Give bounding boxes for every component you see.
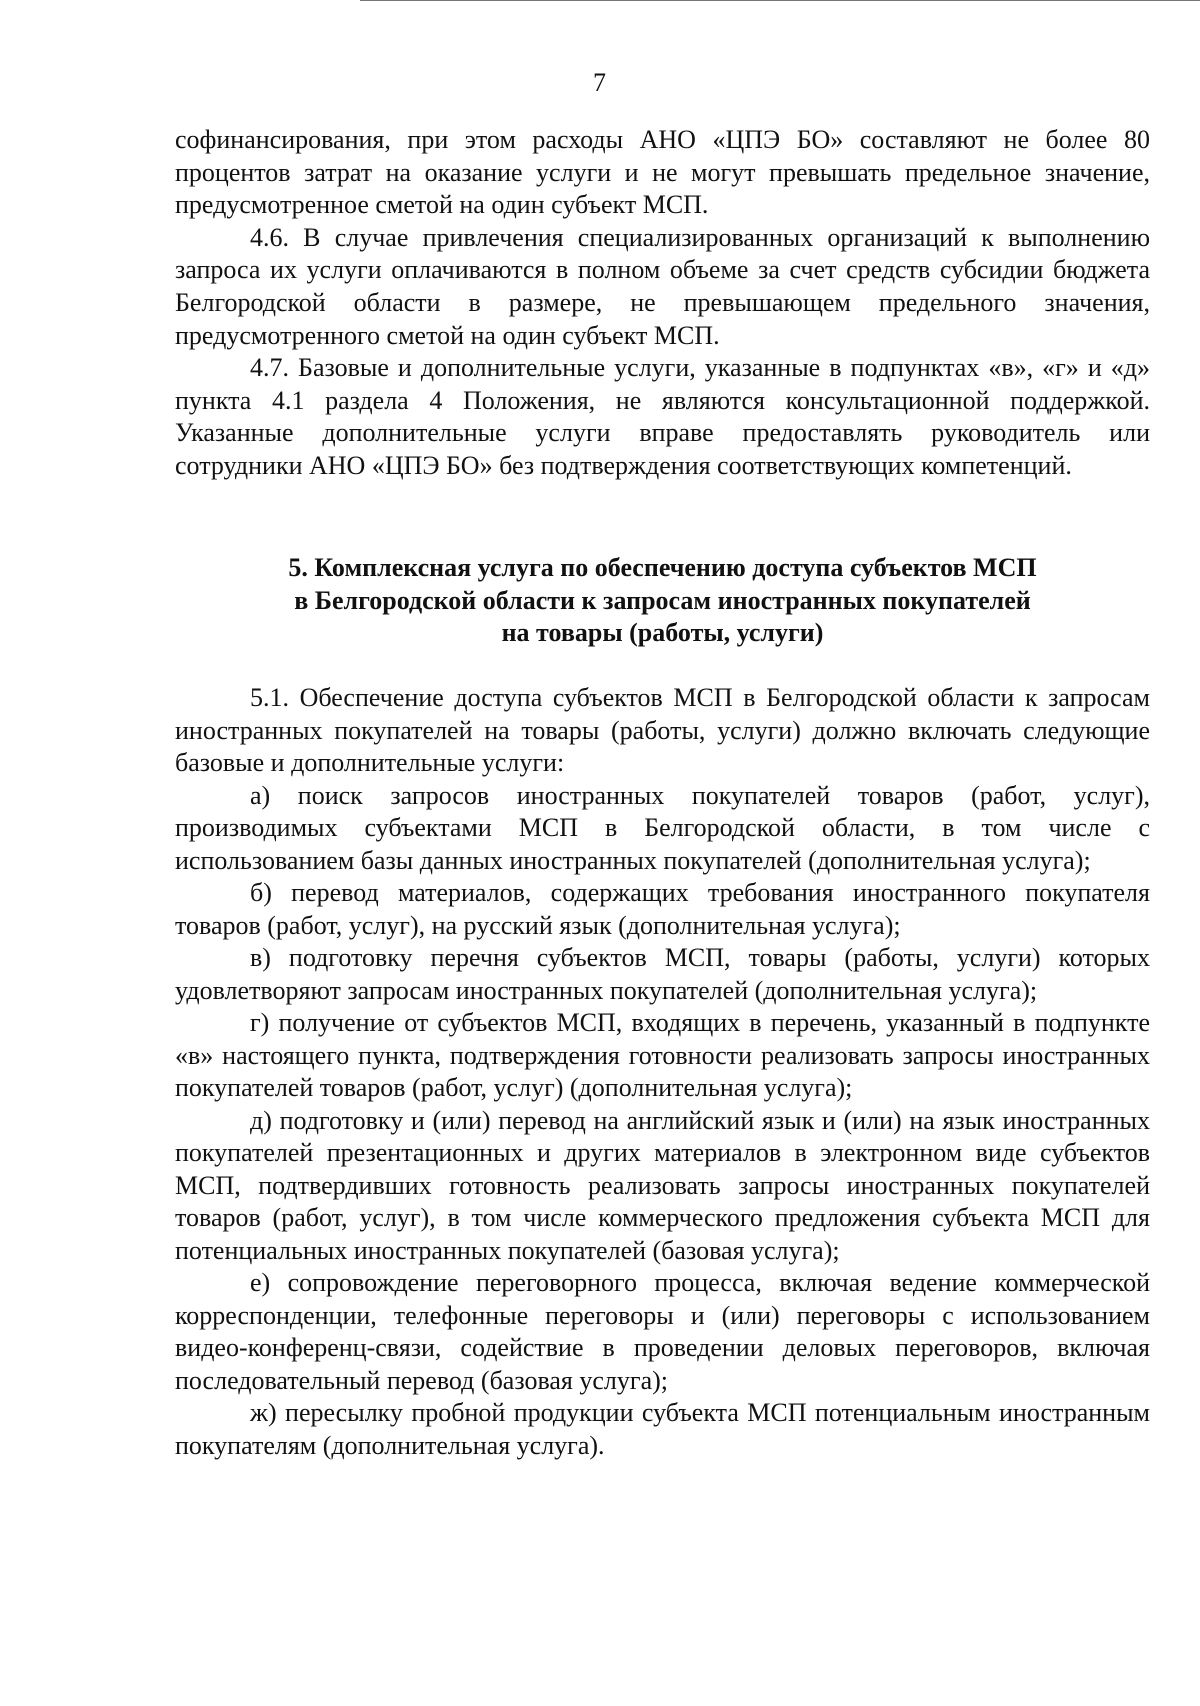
paragraph-4-6: 4.6. В случае привлечения специализированных организаций к выполнению запроса их услуги оплачиваются в полном объеме за счет средств субсидии бюджета Белгородской области в размере, не превышающем предельного значения, предусмотренного сметой на один субъект МСП. <box>175 222 1150 350</box>
list-item-zh: ж) пересылку пробной продукции субъекта МСП потенциальным иностранным покупателям (дополнительная услуга). <box>175 1398 1150 1460</box>
heading-line-1: 5. Комплексная услуга по обеспечению доступа субъектов МСП <box>288 553 1037 582</box>
top-text-block <box>175 124 1150 483</box>
heading-line-3: на товары (работы, услуги) <box>501 618 824 647</box>
heading-line-2: в Белгородской области к запросам иностранных покупателей <box>294 585 1031 615</box>
list-item-d: д) подготовку и (или) перевод на английский язык и (или) на язык иностранных покупателей презентационных и других материалов в электронном виде субъектов МСП, подтвердивших готовность реализовать запросы иностранных покупателей товаров (работ, услуг), в том числе коммерческого предложения субъекта МСП для потенциальных иностранных покупателей (базовая услуга); <box>175 1105 1150 1265</box>
list-item-a: а) поиск запросов иностранных покупателей товаров (работ, услуг), производимых субъектами МСП в Белгородской области, в том числе с использованием базы данных иностранных покупателей (дополнительная услуга); <box>175 780 1150 875</box>
list-item-e: е) сопровождение переговорного процесса, включая ведение коммерческой корреспонденции, телефонные переговоры и (или) переговоры с использованием видео-конференц-связи, содействие в проведении деловых переговоров, включая последовательный перевод (базовая услуга); <box>175 1268 1150 1395</box>
list-item-b: б) перевод материалов, содержащих требования иностранного покупателя товаров (работ, услуг), на русский язык (дополнительная услуга); <box>175 878 1150 940</box>
list-item-g: г) получение от субъектов МСП, входящих в перечень, указанный в подпункте «в» настоящего пункта, подтверждения готовности реализовать запросы иностранных покупателей товаров (работ, услуг) (дополнительная услуга); <box>175 1008 1150 1102</box>
list-item-v: в) подготовку перечня субъектов МСП, товары (работы, услуги) которых удовлетворяют запросам иностранных покупателей (дополнительная услуга); <box>175 943 1150 1005</box>
scan-edge-line <box>360 0 1200 1</box>
paragraph-5-1: 5.1. Обеспечение доступа субъектов МСП в Белгородской области к запросам иностранных покупателей на товары (работы, услуги) должно включать следующие базовые и дополнительные услуги: <box>175 683 1150 777</box>
section-5-text-block <box>175 682 1150 1462</box>
paragraph-4-7: 4.7. Базовые и дополнительные услуги, указанные в подпунктах «в», «г» и «д» пункта 4.1 раздела 4 Положения, не являются консультационной поддержкой. Указанные дополнительные услуги вправе предоставлять руководитель или сотрудники АНО «ЦПЭ БО» без подтверждения соответствующих компетенций. <box>175 353 1150 480</box>
section-5-heading <box>175 552 1150 650</box>
paragraph-continuation: софинансирования, при этом расходы АНО «ЦПЭ БО» составляют не более 80 процентов затрат на оказание услуги и не могут превышать предельное значение, предусмотренное сметой на один субъект МСП. <box>175 125 1150 220</box>
page-number: 7 <box>593 68 607 97</box>
